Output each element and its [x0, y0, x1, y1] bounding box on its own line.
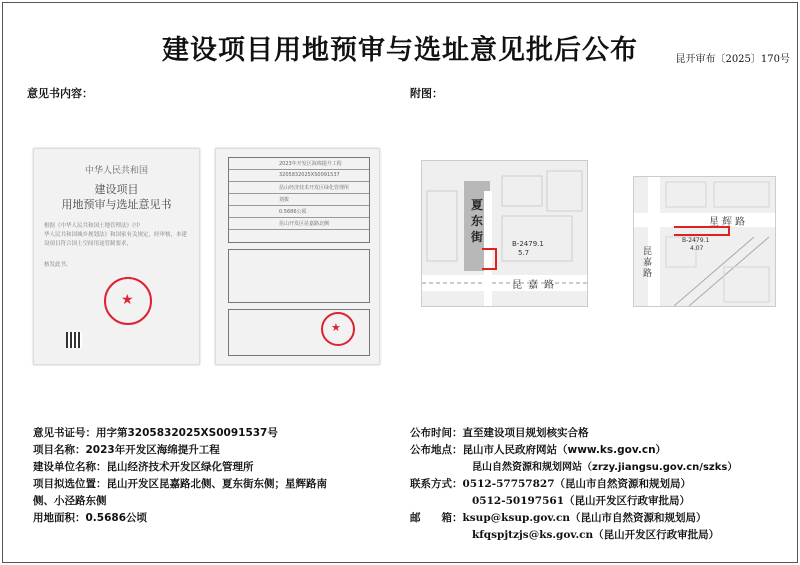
- official-seal: [104, 277, 152, 325]
- info-row-permit-no: 意见书证号：用字第3205832025XS0091537号: [33, 427, 278, 439]
- certificate-detail-page: [215, 148, 380, 365]
- email-2[interactable]: kfqspjtzjs@ks.gov.cn（昆山开发区行政审批局）: [472, 529, 720, 541]
- qr-code-icon: [66, 332, 82, 348]
- email-row: 邮 箱：ksup@ksup.gov.cn（昆山市自然资源和规划局）: [410, 512, 707, 524]
- email-row-2: [410, 527, 737, 544]
- official-seal: [321, 312, 355, 346]
- phone-2: 0512-50197561（昆山开发区行政审批局）: [472, 495, 691, 507]
- seal-star-icon: ★: [121, 292, 134, 308]
- attachment-label: 附图：: [410, 87, 443, 100]
- phone-row-2: [410, 493, 737, 510]
- phone-1: 0512-57757827（昆山市自然资源和规划局）: [462, 478, 692, 490]
- certificate-cover: [33, 148, 200, 365]
- info-row-location: 项目拟选位置：昆山开发区昆嘉路北侧、夏东街东侧；星辉路南: [33, 478, 327, 490]
- seal-star-icon: ★: [331, 321, 341, 334]
- right-info: [410, 425, 737, 544]
- info-row-builder: 建设单位名称：昆山经济技术开发区绿化管理所: [33, 461, 254, 473]
- phone-row: 联系方式：0512-57757827（昆山市自然资源和规划局）: [410, 478, 692, 490]
- page-title: 建设项目用地预审与选址意见批后公布: [162, 35, 638, 66]
- plot-area-2: 4.07: [690, 245, 704, 252]
- attachment-box: [228, 309, 370, 356]
- certificate-title-line1: 建设项目: [94, 183, 139, 196]
- site-map-1-drawing: [422, 161, 587, 306]
- opinion-content-label: 意见书内容：: [27, 87, 93, 100]
- publish-site-row-2: [410, 459, 737, 476]
- left-info: [33, 425, 327, 527]
- plot-code-2: B-2479.1: [682, 237, 710, 244]
- zrzy-website-link[interactable]: 昆山自然资源和规划网站（zrzy.jiangsu.gov.cn/szks）: [472, 462, 738, 473]
- site-map-2: [633, 176, 776, 307]
- site-map-1: [421, 160, 588, 307]
- street-label-kunjia-2: 昆嘉路: [643, 247, 653, 279]
- certificate-country: 中华人民共和国: [84, 166, 148, 176]
- certificate-body-line: 根据《中华人民共和国土地管理法》《中: [44, 223, 141, 229]
- plot-area: 5.7: [518, 249, 530, 257]
- certificate-title-line2: 用地预审与选址意见书: [61, 198, 172, 211]
- publish-time-row: 公布时间：直至建设项目规划核实合格: [410, 427, 589, 439]
- plot-code: B-2479.1: [512, 240, 544, 248]
- info-row-location-cont: 侧、小泾路东侧: [33, 495, 107, 507]
- info-row-project-name: 项目名称：2023年开发区海绵提升工程: [33, 444, 220, 456]
- info-row-area: 用地面积：0.5686公顷: [33, 512, 148, 524]
- street-label-xiadong: 夏东街: [471, 198, 484, 244]
- publish-site-row: 公布地点：昆山市人民政府网站（www.ks.gov.cn）: [410, 444, 667, 456]
- document-number: 昆开审布〔2025〕170号: [675, 54, 790, 65]
- street-label-kunjia: 昆嘉路: [512, 280, 560, 291]
- certificate-body-line: 华人民共和国城乡规划法》和国家有关规定，经审核，本建设项目符合国土空间用途管制要求，: [44, 232, 188, 247]
- detail-table: 2023年开发区海绵提升工程 3205832025XS0091537 昆山经济技术开发区绿化管理所 划拨 0.5686公顷 昆山开发区昆嘉路北侧: [228, 157, 370, 243]
- street-label-xinghui: 星辉路: [709, 217, 748, 228]
- email-1[interactable]: ksup@ksup.gov.cn（昆山市自然资源和规划局）: [462, 512, 707, 524]
- gov-website-link[interactable]: 昆山市人民政府网站（www.ks.gov.cn）: [462, 444, 667, 456]
- certificate-body-line: 核发此书。: [44, 262, 72, 268]
- notice-box: [228, 249, 370, 303]
